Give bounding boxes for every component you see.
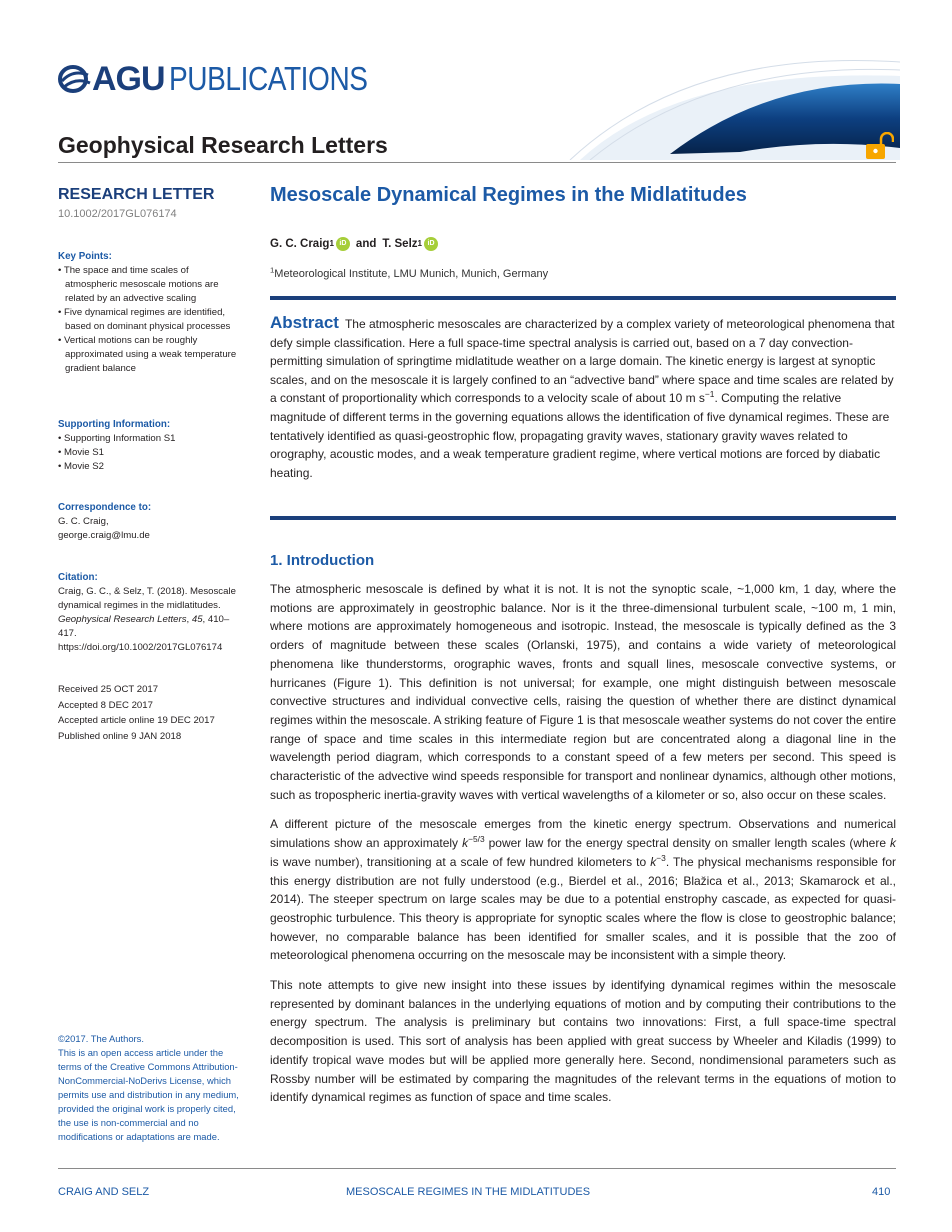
agu-globe-mark-icon xyxy=(58,65,92,93)
section-heading-introduction: 1. Introduction xyxy=(270,552,375,569)
abstract: Abstract The atmospheric mesoscales are characterized by a complex variety of meteorological phenomena that defy simple classification. Here a full space-time spectral analysis is carried out, based on a 7 day convection-permitting simulation of springtime midlatitude weather on a large domain. The kinetic energy is largest at synoptic scales, and on the mesoscale it is largely confined to an “advective band” where space and time scales are related by a constant of proportionality which corresponds to a velocity scale of about 10 m $s^{-1}$. Computing the relative magnitude of different terms in the governing equations allows the identification of five dynamical regimes. These are tentatively identified as quasi-geostrophic flow, propagating gravity waves, stationary gravity waves related to orography, acoustic modes, and a weak temperature gradient regime, where vertical motions are forced by diabatic heating. xyxy=(270,313,895,480)
citation xyxy=(58,571,240,655)
supporting-heading: Supporting Information: xyxy=(58,419,171,430)
citation-text: Craig, G. C., & Selz, T. (2018). Mesoscale dynamical regimes in the midlatitudes. Geophysical Research Letters, 45, 410–417. https://doi.org/10.1002/2017GL076174 xyxy=(58,586,236,653)
abstract-heading: Abstract xyxy=(270,313,339,332)
author-list: G. C. Craig 1 iD and T. Selz 1 iD xyxy=(270,237,438,251)
date-received: Received 25 OCT 2017 xyxy=(58,684,159,695)
supporting-information xyxy=(58,418,238,474)
publication-dates xyxy=(58,682,238,744)
footer-running-title: MESOSCALE REGIMES IN THE MIDLATITUDES xyxy=(346,1186,591,1198)
supporting-item[interactable]: • Movie S2 xyxy=(58,460,238,474)
article-type: RESEARCH LETTER xyxy=(58,186,215,203)
author-separator: and xyxy=(355,238,377,250)
abstract-bottom-rule xyxy=(270,516,896,520)
copyright: ©2017. The Authors. xyxy=(58,1033,144,1044)
key-points-heading: Key Points: xyxy=(58,251,112,262)
date-published: Published online 9 JAN 2018 xyxy=(58,730,182,742)
supporting-item[interactable]: • Movie S1 xyxy=(58,446,238,460)
key-point: • Five dynamical regimes are identified, based on dominant physical processes xyxy=(58,306,238,334)
paragraph: A different picture of the mesoscale emerges from the kinetic energy spectrum. Observations and numerical simulations show an approximately $k^{-5/3}$ power law for the energy spectral density on smaller length scales (where k is wave number), transitioning at a scale of few hundred kilometers to $k^{-3}$. The physical mechanisms responsible for this energy distribution are not fully understood (e.g., Bierdel et al., 2016; Blažica et al., 2013; Skamarock et al., 2014). The steeper spectrum on large scales may be due to a potential enstrophy cascade, as expected for quasi-geostrophic turbulence. This theory is appropriate for synoptic scales where the flow is close to geostrophic balance; however, no comparable balance has been identified for smaller scales, and it is possible that the zoo of meteorological phenomena occurring on the mesoscale may be inconsistent with a simple theory. xyxy=(270,817,897,963)
header-divider xyxy=(58,162,896,163)
key-point: • Vertical motions can be roughly approximated using a weak temperature gradient balance xyxy=(58,334,238,376)
logo-publications-text: PUBLICATIONS xyxy=(168,60,368,97)
correspondence-email[interactable]: george.craig@lmu.de xyxy=(58,530,150,541)
correspondence-heading: Correspondence to: xyxy=(58,502,152,513)
license-note xyxy=(58,1032,240,1144)
article-title: Mesoscale Dynamical Regimes in the Midlatitudes xyxy=(270,184,747,206)
citation-heading: Citation: xyxy=(58,572,98,583)
abstract-top-rule xyxy=(270,296,896,300)
key-point: • The space and time scales of atmospheric mesoscale motions are related by an advective scaling xyxy=(58,264,238,306)
open-access-lock-icon xyxy=(864,132,894,160)
date-online: Accepted article online 19 DEC 2017 xyxy=(58,715,215,727)
correspondence-name: G. C. Craig, xyxy=(58,516,109,527)
journal-title: Geophysical Research Letters xyxy=(58,132,388,158)
logo-agu-text: AGU xyxy=(92,59,165,98)
article-body xyxy=(270,580,896,1118)
correspondence xyxy=(58,501,238,543)
orcid-icon[interactable]: iD xyxy=(424,237,438,251)
author-name: T. Selz xyxy=(382,238,418,250)
footer-divider xyxy=(58,1168,896,1169)
date-accepted: Accepted 8 DEC 2017 xyxy=(58,699,153,711)
paragraph: This note attempts to give new insight into these issues by identifying dynamical regimes within the mesoscale represented by dominant balances in the underlying equations of motion and by computing their contributions to the energy spectrum. The analysis is preliminary but contains two innovations: First, a full space-time spectral decomposition is used. This sort of analysis has been applied with great success by Wheeler and Kiladis (1999) to identify tropical wave modes but will be applied more generally here. Second, nondimensional parameters such as Rossby number will be estimated by comparing the magnitudes of the relevant terms in the equations of motion to identify dynamical regimes as function of space and time scales. xyxy=(270,978,896,1105)
footer-authors: CRAIG AND SELZ xyxy=(58,1186,150,1198)
key-points xyxy=(58,250,238,376)
article-doi: 10.1002/2017GL076174 xyxy=(58,208,177,220)
orcid-icon[interactable]: iD xyxy=(336,237,350,251)
license-link[interactable]: This is an open access article under the terms of the Creative Commons Attribution-NonCommercial-NoDerivs License, which permits use and distribution in any medium, provided the original work is properly cited, the use is non-commercial and no modifications or adaptations are made. xyxy=(58,1047,239,1142)
agu-publications-logo xyxy=(58,60,402,98)
affiliation: $^1$Meteorological Institute, LMU Munich, Munich, Germany xyxy=(270,265,549,280)
page-number: 410 xyxy=(872,1186,891,1198)
supporting-item[interactable]: • Supporting Information S1 xyxy=(58,432,238,446)
earth-horizon-graphic xyxy=(560,48,900,160)
author-name: G. C. Craig xyxy=(270,238,330,250)
paragraph: The atmospheric mesoscale is defined by what it is not. It is not the synoptic scale, ~1,000 km, 1 day, where the motions are approximately in geostrophic balance. Nor is it the three-dimensional turbulent scale, ~100 m, 1 min, where motions are approximately homogeneous and isotropic. Instead, the mesoscale is typically defined as the 3 orders of magnitude between these scales (Orlanski, 1975), and contains a wide variety of meteorological phenomena like thunderstorms, orographic waves, fronts and squall lines, mesoscale convective systems, or hurricanes (Figure 1). This definition is not universal; for example, one might distinguish between mesoscale convective structures and individual convective cells, raising the question of whether there are distinct dynamical regimes within the mesoscale. A striking feature of Figure 1 is that mesoscale weather systems do not cover the entire range of space and time scales in this intermediate region but are concentrated along a diagonal line in the wavelength period diagram, which corresponds to a constant speed of a few meters per second. This speed is characteristic of the advective wind speeds responsible for transport and nonlinear dynamics, although other motions, such as tropospheric inertia-gravity waves with vertical wavelengths of a kilometer or so, also occur on these scales. xyxy=(270,582,896,802)
